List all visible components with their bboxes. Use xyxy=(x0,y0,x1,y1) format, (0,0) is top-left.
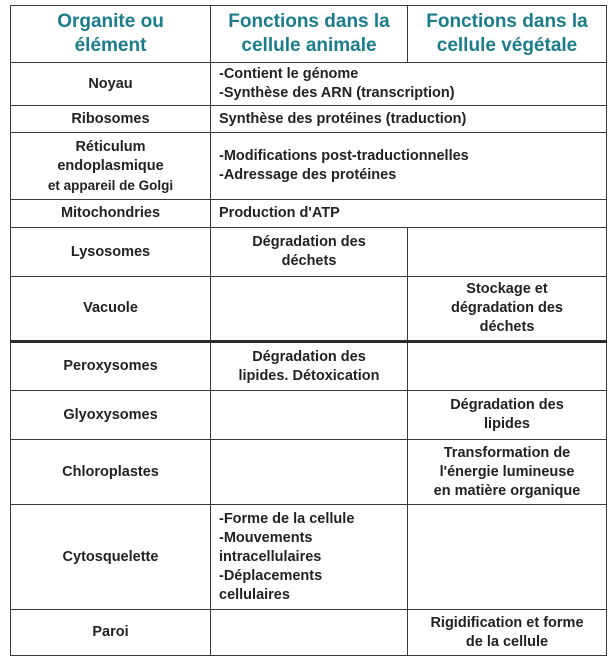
vegetal-functions xyxy=(408,342,607,391)
vegetal-functions: Rigidification et forme de la cellule xyxy=(408,610,607,656)
organelle-name: Noyau xyxy=(11,63,211,106)
header-animal-functions: Fonctions dans la cellule animale xyxy=(211,6,408,63)
animal-functions xyxy=(211,610,408,656)
organelle-name: Lysosomes xyxy=(11,228,211,277)
vegetal-functions: Dégradation des lipides xyxy=(408,391,607,440)
shared-functions: -Contient le génome -Synthèse des ARN (transcription) xyxy=(211,63,607,106)
organelle-name: Chloroplastes xyxy=(11,440,211,505)
animal-functions xyxy=(211,391,408,440)
header-vegetal-functions: Fonctions dans la cellule végétale xyxy=(408,6,607,63)
table-row-glyoxysomes xyxy=(11,391,607,440)
organelle-name: Glyoxysomes xyxy=(11,391,211,440)
organelle-name: Paroi xyxy=(11,610,211,656)
animal-functions: Dégradation des déchets xyxy=(211,228,408,277)
vegetal-functions xyxy=(408,505,607,610)
table-row-noyau xyxy=(11,63,607,106)
shared-functions: -Modifications post-traductionnelles -Adressage des protéines xyxy=(211,133,607,200)
organelle-name: Peroxysomes xyxy=(11,342,211,391)
table-row-paroi xyxy=(11,610,607,656)
shared-functions: Synthèse des protéines (traduction) xyxy=(211,106,607,133)
table-row-vacuole xyxy=(11,277,607,342)
table-row-chloroplastes xyxy=(11,440,607,505)
organelle-functions-table xyxy=(10,5,607,656)
organelle-name: Réticulum endoplasmique et appareil de Golgi xyxy=(11,133,211,200)
table-row-mitochondries xyxy=(11,200,607,228)
table-row-ribosomes xyxy=(11,106,607,133)
vegetal-functions: Transformation de l'énergie lumineuse en matière organique xyxy=(408,440,607,505)
vegetal-functions xyxy=(408,228,607,277)
table-row-peroxysomes xyxy=(11,342,607,391)
vegetal-functions: Stockage et dégradation des déchets xyxy=(408,277,607,342)
table-row-lysosomes xyxy=(11,228,607,277)
animal-functions: Dégradation des lipides. Détoxication xyxy=(211,342,408,391)
animal-functions xyxy=(211,440,408,505)
header-organelle: Organite ou élément xyxy=(11,6,211,63)
shared-functions: Production d'ATP xyxy=(211,200,607,228)
organelle-name: Mitochondries xyxy=(11,200,211,228)
animal-functions xyxy=(211,277,408,342)
organelle-name: Cytosquelette xyxy=(11,505,211,610)
animal-functions: -Forme de la cellule -Mouvements intracellulaires -Déplacements cellulaires xyxy=(211,505,408,610)
table-row-cytosquelette xyxy=(11,505,607,610)
organelle-name: Ribosomes xyxy=(11,106,211,133)
organelle-name: Vacuole xyxy=(11,277,211,342)
table-row-reticulum-golgi xyxy=(11,133,607,200)
header-row xyxy=(11,6,607,63)
